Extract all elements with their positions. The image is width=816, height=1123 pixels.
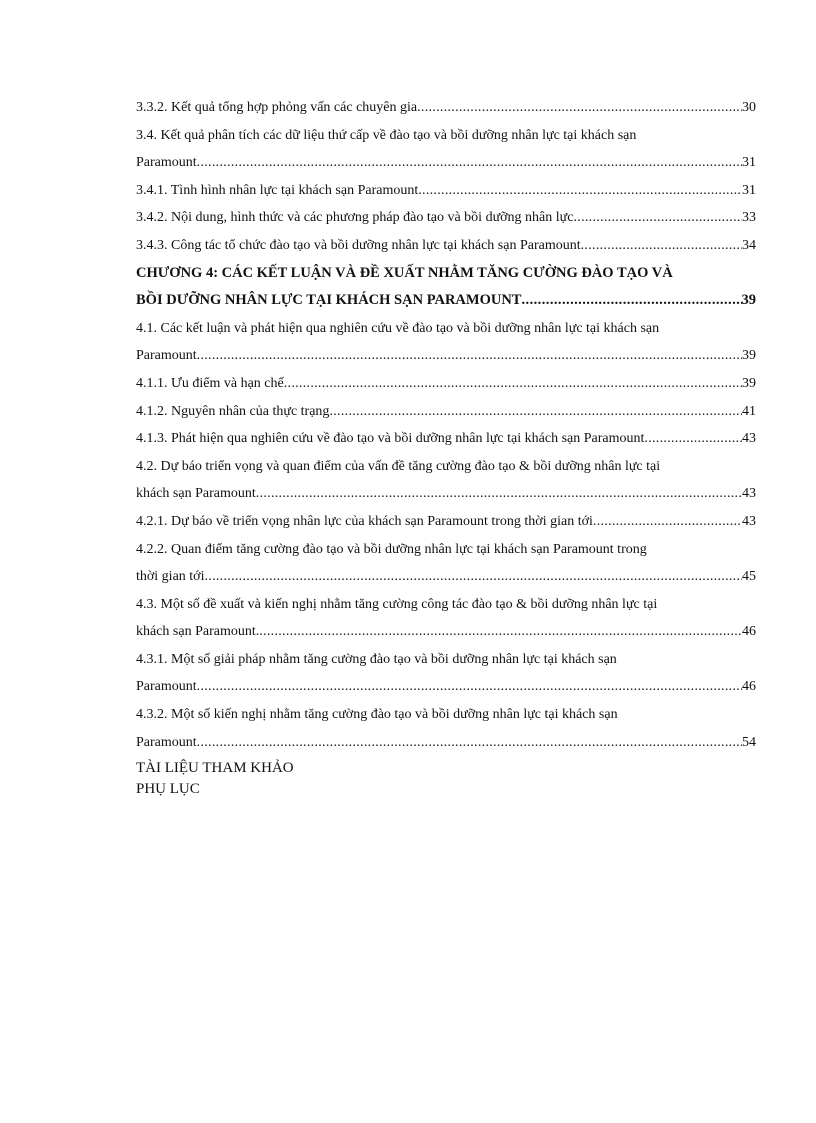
toc-entry-text: 3.3.2. Kết quả tổng hợp phỏng vấn các chuyên gia: [136, 100, 418, 115]
toc-entry[interactable]: [136, 536, 756, 591]
toc-page-number: 31: [742, 182, 756, 198]
toc-entry-text: 3.4. Kết quả phân tích các dữ liệu thứ cấp về đào tạo và bồi dưỡng nhân lực tại khách sạn: [136, 127, 637, 143]
toc-entry-text: 4.3.2. Một số kiến nghị nhằm tăng cường đào tạo và bồi dưỡng nhân lực tại khách sạn: [136, 707, 618, 723]
toc-entry-text: 3.4.1. Tình hình nhân lực tại khách sạn Paramount: [136, 182, 419, 198]
dot-leader: [417, 94, 742, 122]
toc-entry-text: 4.3. Một số đề xuất và kiến nghị nhằm tăng cường công tác đào tạo & bồi dưỡng nhân lực tại: [136, 596, 658, 612]
dot-leader: [284, 370, 742, 398]
toc-entry[interactable]: [136, 398, 756, 426]
toc-entry-text: Paramount: [136, 734, 197, 750]
toc-entry-text: 4.3.1. Một số giải pháp nhằm tăng cường đào tạo và bồi dưỡng nhân lực tại khách sạn: [136, 651, 617, 667]
toc-entry[interactable]: [136, 701, 756, 756]
dot-leader: [521, 287, 741, 315]
toc-page-number: 54: [742, 734, 756, 750]
toc-page-number: 46: [742, 679, 756, 695]
dot-leader: [197, 729, 742, 757]
toc-list: [136, 94, 756, 756]
toc-entry-text: Paramount: [136, 348, 197, 364]
toc-entry-text: khách sạn Paramount.: [136, 624, 260, 640]
toc-entry-text: Paramount: [136, 155, 197, 171]
dot-leader: [418, 177, 742, 205]
toc-page-number: 33: [742, 210, 756, 226]
toc-page-number: 43: [742, 513, 756, 529]
toc-page-number: 39: [741, 292, 756, 309]
toc-page-number: 31: [742, 155, 756, 171]
dot-leader: [593, 508, 742, 536]
dot-leader: [204, 563, 742, 591]
toc-entry-text: 4.1.3. Phát hiện qua nghiên cứu về đào tạo và bồi dưỡng nhân lực tại khách sạn Paramount: [136, 431, 645, 447]
table-of-contents: [136, 94, 756, 800]
dot-leader: [197, 149, 742, 177]
toc-entry-text: 4.2.1. Dự báo về triển vọng nhân lực của khách sạn Paramount trong thời gian tới: [136, 513, 593, 529]
toc-entry-text: 3.4.2. Nội dung, hình thức và các phương pháp đào tạo và bồi dưỡng nhân lực: [136, 210, 574, 226]
toc-entry-text: CHƯƠNG 4: CÁC KẾT LUẬN VÀ ĐỀ XUẤT NHẰM TĂNG CƯỜNG ĐÀO TẠO VÀ: [136, 264, 673, 281]
toc-page-number: 39: [742, 348, 756, 364]
toc-appendix: PHỤ LỤC: [136, 781, 200, 798]
toc-entry-text: 4.2.2. Quan điểm tăng cường đào tạo và bồi dưỡng nhân lực tại khách sạn Paramount trong: [136, 541, 647, 557]
toc-page-number: 46: [742, 624, 756, 640]
toc-entry-text: BỒI DƯỠNG NHÂN LỰC TẠI KHÁCH SẠN PARAMOUNT: [136, 292, 522, 309]
toc-entry-text: 4.1.1. Ưu điểm và hạn chế: [136, 375, 284, 391]
toc-chapter-entry[interactable]: [136, 260, 756, 315]
toc-entry[interactable]: [136, 315, 756, 370]
toc-entry[interactable]: [136, 646, 756, 701]
dot-leader: [581, 232, 742, 260]
toc-entry[interactable]: [136, 370, 756, 398]
toc-page-number: 41: [742, 403, 756, 419]
toc-entry[interactable]: [136, 177, 756, 205]
toc-page-number: 30: [742, 100, 756, 115]
toc-page-number: 43: [742, 431, 756, 447]
dot-leader: [197, 342, 742, 370]
toc-entry[interactable]: [136, 425, 756, 453]
toc-entry[interactable]: [136, 453, 756, 508]
dot-leader: [256, 480, 742, 508]
toc-entry[interactable]: [136, 122, 756, 177]
toc-references: TÀI LIỆU THAM KHẢO: [136, 760, 294, 777]
toc-page-number: 39: [742, 375, 756, 391]
dot-leader: [329, 398, 742, 426]
toc-page-number: 43: [742, 486, 756, 502]
toc-entry[interactable]: [136, 508, 756, 536]
toc-entry-text: 4.1.2. Nguyên nhân của thực trạng: [136, 403, 330, 419]
toc-entry-text: khách sạn Paramount: [136, 486, 256, 502]
dot-leader: [573, 204, 742, 232]
dot-leader: [644, 425, 742, 453]
toc-entry-text: 4.2. Dự báo triển vọng và quan điểm của vấn đề tăng cường đào tạo & bồi dưỡng nhân lực tại: [136, 458, 661, 474]
toc-entry[interactable]: [136, 94, 756, 122]
dot-leader: [259, 618, 742, 646]
dot-leader: [197, 673, 742, 701]
toc-entry[interactable]: [136, 204, 756, 232]
toc-entry[interactable]: [136, 591, 756, 646]
toc-entry-text: 4.1. Các kết luận và phát hiện qua nghiên cứu về đào tạo và bồi dưỡng nhân lực tại khách sạn: [136, 320, 660, 336]
toc-entry[interactable]: [136, 232, 756, 260]
toc-entry-text: 3.4.3. Công tác tổ chức đào tạo và bồi dưỡng nhân lực tại khách sạn Paramount: [136, 237, 581, 253]
toc-page-number: 34: [742, 237, 756, 253]
toc-entry-text: Paramount: [136, 679, 197, 695]
toc-page-number: 45: [742, 569, 756, 585]
toc-entry-text: thời gian tới: [136, 569, 205, 585]
